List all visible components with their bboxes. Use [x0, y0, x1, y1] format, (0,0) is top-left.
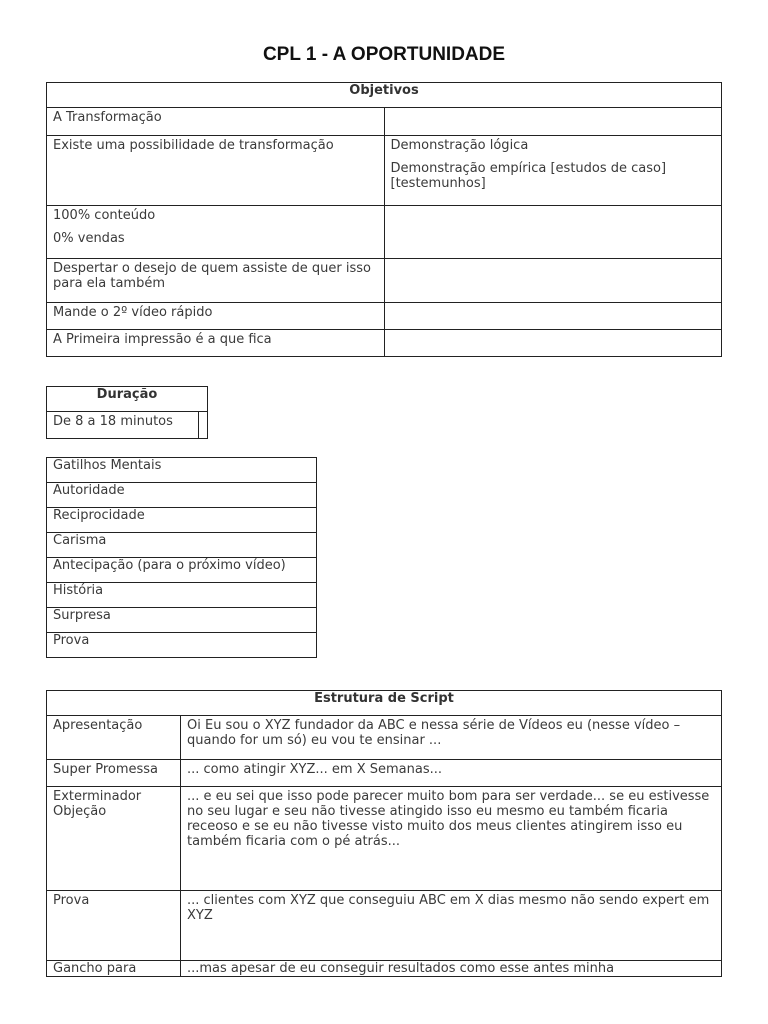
gatilho-item: Reciprocidade — [47, 508, 317, 533]
objetivos-header: Objetivos — [47, 83, 722, 108]
script-label: Super Promessa — [47, 760, 181, 787]
script-text: ...mas apesar de eu conseguir resultados como esse antes minha — [181, 961, 722, 977]
script-table — [46, 690, 722, 977]
objetivo-text: Despertar o desejo de quem assiste de quer isso para ela também — [53, 261, 371, 291]
table-row — [47, 760, 722, 787]
objetivos-table — [46, 82, 722, 357]
table-row — [47, 483, 317, 508]
table-row — [47, 961, 722, 977]
script-label: Apresentação — [47, 716, 181, 760]
table-row — [47, 508, 317, 533]
script-text: ... e eu sei que isso pode parecer muito bom para ser verdade... se eu estivesse no seu lugar e seu não tivesse atingido isso eu mesmo eu também ficaria receoso e se eu não tivesse visto muito dos meus clientes atingirem isso eu também ficaria com o pé atrás... — [181, 787, 722, 891]
duracao-header: Duração — [47, 387, 208, 412]
objetivo-cell — [47, 303, 385, 330]
table-row — [47, 108, 722, 136]
objetivo-text: Mande o 2º vídeo rápido — [53, 305, 213, 320]
duracao-table — [46, 386, 208, 439]
objetivo-note-cell — [384, 136, 722, 206]
table-row — [47, 412, 208, 439]
objetivo-text: Existe uma possibilidade de transformação — [53, 138, 334, 153]
table-row — [47, 716, 722, 760]
table-row — [47, 608, 317, 633]
gatilho-item: Prova — [47, 633, 317, 658]
objetivo-cell — [47, 206, 385, 259]
duracao-empty-cell — [199, 412, 208, 439]
table-row — [47, 136, 722, 206]
script-text: ... clientes com XYZ que conseguiu ABC em X dias mesmo não sendo expert em XYZ — [181, 891, 722, 961]
objetivo-note-cell — [384, 330, 722, 357]
table-row — [47, 206, 722, 259]
script-text: Oi Eu sou o XYZ fundador da ABC e nessa série de Vídeos eu (nesse vídeo – quando for um só) eu vou te ensinar ... — [181, 716, 722, 760]
gatilho-item: Carisma — [47, 533, 317, 558]
script-label: Gancho para — [47, 961, 181, 977]
table-row — [47, 558, 317, 583]
objetivo-cell — [47, 330, 385, 357]
objetivo-text: A Primeira impressão é a que fica — [53, 332, 272, 347]
table-row — [47, 259, 722, 303]
script-header: Estrutura de Script — [47, 691, 722, 716]
gatilho-item: História — [47, 583, 317, 608]
gatilhos-table — [46, 457, 317, 658]
objetivo-text: A Transformação — [53, 110, 162, 125]
gatilho-item: Autoridade — [47, 483, 317, 508]
objetivo-text: 0% vendas — [53, 231, 125, 246]
table-row — [47, 533, 317, 558]
table-row — [47, 303, 722, 330]
objetivo-note-cell — [384, 303, 722, 330]
table-row — [47, 891, 722, 961]
script-label: Exterminador Objeção — [47, 787, 181, 891]
table-row — [47, 330, 722, 357]
objetivo-note: Demonstração lógica — [390, 138, 529, 153]
gatilho-item: Gatilhos Mentais — [47, 458, 317, 483]
gatilho-item: Antecipação (para o próximo vídeo) — [47, 558, 317, 583]
objetivo-cell — [47, 108, 385, 136]
duracao-value: De 8 a 18 minutos — [47, 412, 199, 439]
objetivo-note-cell — [384, 108, 722, 136]
objetivo-note-cell — [384, 206, 722, 259]
table-row — [47, 633, 317, 658]
gatilho-item: Surpresa — [47, 608, 317, 633]
table-row — [47, 583, 317, 608]
page-title: CPL 1 - A OPORTUNIDADE — [262, 44, 506, 65]
objetivo-cell — [47, 136, 385, 206]
script-text: ... como atingir XYZ... em X Semanas... — [181, 760, 722, 787]
objetivo-cell — [47, 259, 385, 303]
objetivo-note: Demonstração empírica [estudos de caso] [testemunhos] — [390, 161, 667, 191]
table-row — [47, 787, 722, 891]
objetivo-note-cell — [384, 259, 722, 303]
script-label: Prova — [47, 891, 181, 961]
table-row — [47, 458, 317, 483]
objetivo-text: 100% conteúdo — [53, 208, 156, 223]
